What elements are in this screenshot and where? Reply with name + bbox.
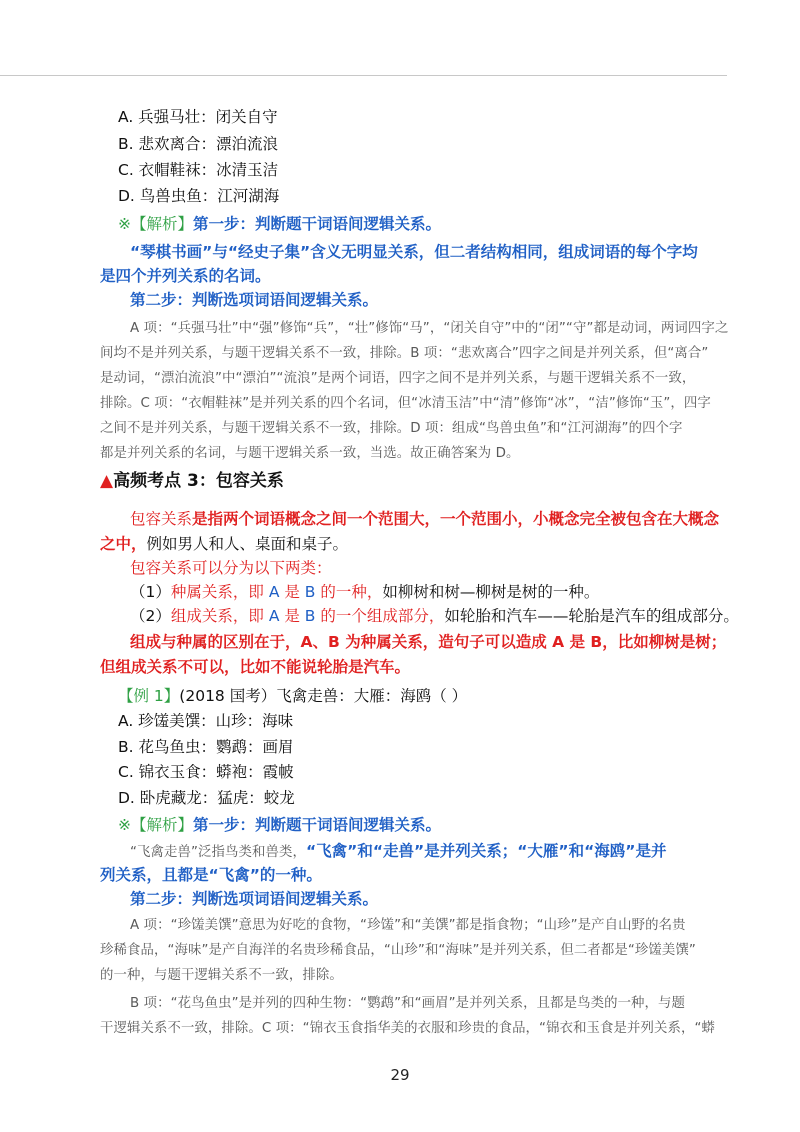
difference-line2: 但组成关系不可以，比如不能说轮胎是汽车。 <box>100 658 411 676</box>
two-types-intro: 包容关系可以分为以下两类： <box>130 559 332 577</box>
type2-line <box>130 604 739 628</box>
section-heading <box>100 468 284 494</box>
type1-pre: 即 <box>248 583 269 601</box>
difference-line1: 组成与种属的区别在于，A、B 为种属关系，造句子可以造成 A 是 B，比如柳树是树； <box>130 633 727 651</box>
type2-post: 的一个组成部分， <box>315 607 445 625</box>
triangle-icon: ▲ <box>100 471 114 491</box>
type2-mid: 是 <box>279 607 305 625</box>
type2-name: 组成关系， <box>170 607 249 625</box>
type1-name: 种属关系， <box>170 583 249 601</box>
q2-analysis-step1 <box>118 813 441 837</box>
q1-step2: 第二步：判断选项词语间逻辑关系。 <box>130 291 379 309</box>
q1-body-line: 是动词，“漂泊流浪”中“漂泊”“流浪”是两个词语，四字之间不是并列关系，与题干逻辑关系不一致， <box>100 371 696 386</box>
analysis-mark: ※【解析】 <box>118 816 193 834</box>
type2-pre: 即 <box>248 607 269 625</box>
q1-option-a: A. 兵强马壮：闭关自守 <box>118 108 278 126</box>
concept-term: 包容关系 <box>130 510 193 528</box>
q1-body-line: A 项：“兵强马壮”中“强”修饰“兵”，“壮”修饰“马”，“闭关自守”中的“闭”“守”都是动词，两词四字之 <box>130 321 729 336</box>
type1-post: 的一种， <box>315 583 383 601</box>
q2-option-b: B. 花鸟鱼虫：鹦鹉：画眉 <box>118 738 294 756</box>
header-rule <box>0 75 727 76</box>
q2-option-d: D. 卧虎藏龙：猛虎：蛟龙 <box>118 789 295 807</box>
q2-stem-line2: 列关系，且都是“飞禽”的一种。 <box>100 866 322 884</box>
analysis-mark: ※【解析】 <box>118 215 193 233</box>
q1-body-line: 都是并列关系的名词，与题干逻辑关系一致，当选。故正确答案为 D。 <box>100 446 520 461</box>
type1-example: 如柳树和树—柳树是树的一种。 <box>382 583 600 601</box>
type2-b: B <box>304 607 316 625</box>
q1-stem-line2: 是四个并列关系的名词。 <box>100 267 271 285</box>
q1-stem-line1: “琴棋书画”与“经史子集”含义无明显关系，但二者结构相同，组成词语的每个字均 <box>130 243 698 261</box>
example-stem-text: (2018 国考）飞禽走兽：大雁：海鸥（ ） <box>179 687 468 705</box>
q2-step2: 第二步：判断选项词语间逻辑关系。 <box>130 890 379 908</box>
concept-definition-line2 <box>100 532 348 556</box>
type1-b: B <box>304 583 316 601</box>
concept-example: 例如男人和人、桌面和桌子。 <box>146 535 349 553</box>
example1-stem <box>118 684 467 708</box>
concept-def-end: 之中， <box>100 535 147 553</box>
q2-body-line: B 项：“花鸟鱼虫”是并列的四种生物：“鹦鹉”和“画眉”是并列关系，且都是鸟类的一种，与题 <box>130 996 686 1011</box>
type1-line <box>130 580 599 604</box>
q1-option-c: C. 衣帽鞋袜：冰清玉洁 <box>118 161 279 179</box>
example-tag: 【例 1】 <box>118 687 180 705</box>
type1-a: A <box>268 583 280 601</box>
q2-option-c: C. 锦衣玉食：蟒袍：霞帔 <box>118 763 294 781</box>
q1-body-line: 间均不是并列关系，与题干逻辑关系不一致，排除。B 项：“悲欢离合”四字之间是并列关系，但“离合” <box>100 346 709 361</box>
page-number: 29 <box>390 1066 410 1084</box>
q1-body-line: 之间不是并列关系，与题干逻辑关系不一致，排除。D 项：组成“鸟兽虫鱼”和“江河湖海”的四个字 <box>100 421 683 436</box>
q2-body-line: 干逻辑关系不一致，排除。C 项：“锦衣玉食指华美的衣服和珍贵的食品，“锦衣和玉食是并列关系，“蟒 <box>100 1021 716 1036</box>
section-title: 高频考点 3：包容关系 <box>113 471 284 491</box>
q1-option-d: D. 鸟兽虫鱼：江河湖海 <box>118 187 280 205</box>
step1-text: 第一步：判断题干词语间逻辑关系。 <box>193 215 442 233</box>
type1-mid: 是 <box>279 583 305 601</box>
q2-body-line: 珍稀食品，“海味”是产自海洋的名贵珍稀食品，“山珍”和“海味”是并列关系，但二者都是“珍馐美馔” <box>100 943 696 958</box>
type1-num: （1） <box>130 583 171 601</box>
type2-a: A <box>268 607 280 625</box>
q2-stem-line1 <box>130 839 666 865</box>
type2-num: （2） <box>130 607 171 625</box>
type2-example: 如轮胎和汽车——轮胎是汽车的组成部分。 <box>444 607 739 625</box>
step1-text: 第一步：判断题干词语间逻辑关系。 <box>193 816 442 834</box>
q1-body-line: 排除。C 项：“衣帽鞋袜”是并列关系的四个名词，但“冰清玉洁”中“清”修饰“冰”，“洁”修饰“玉”，四字 <box>100 396 711 411</box>
q1-analysis-step1 <box>118 212 441 236</box>
q1-option-b: B. 悲欢离合：漂泊流浪 <box>118 135 278 153</box>
q2-body-line: A 项：“珍馐美馔”意思为好吃的食物，“珍馐”和“美馔”都是指食物；“山珍”是产自山野的名贵 <box>130 918 686 933</box>
q2-body-line: 的一种，与题干逻辑关系不一致，排除。 <box>100 968 343 983</box>
concept-def: 是指两个词语概念之间一个范围大，一个范围小，小概念完全被包含在大概念 <box>192 510 720 528</box>
concept-definition <box>130 507 719 531</box>
q2-stem-gray: “飞禽走兽”泛指鸟类和兽类， <box>130 845 306 860</box>
q2-option-a: A. 珍馐美馔：山珍：海味 <box>118 712 294 730</box>
q2-stem-blue: “飞禽”和“走兽”是并列关系；“大雁”和“海鸥”是并 <box>305 842 667 860</box>
